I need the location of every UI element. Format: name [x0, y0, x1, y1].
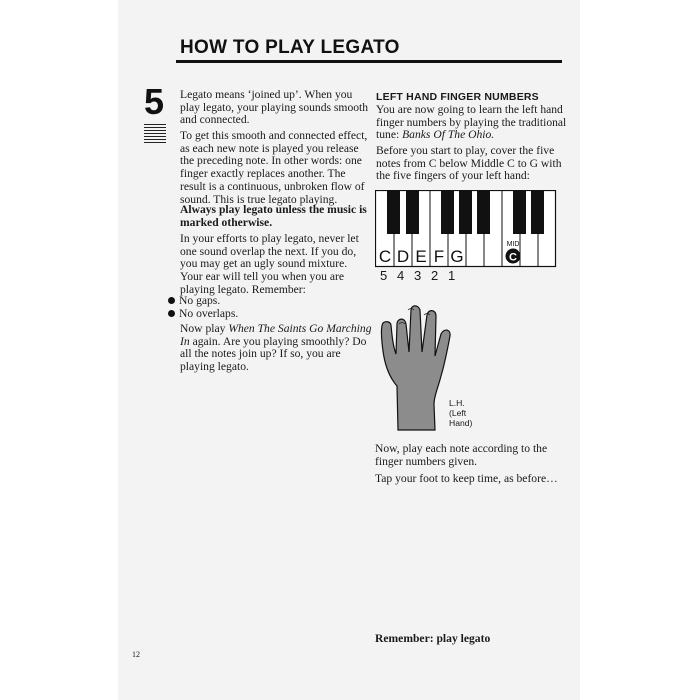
finger-numbers: [380, 268, 465, 283]
text-line: play legato, your playing sounds smooth: [180, 100, 369, 114]
black-key: [531, 190, 544, 234]
text-span: tune:: [376, 128, 403, 142]
paragraph-no-overlap: [180, 233, 359, 297]
page-number: 12: [132, 650, 140, 659]
black-key: [459, 190, 472, 234]
black-key: [441, 190, 454, 234]
paragraph-smooth-effect: [180, 130, 367, 206]
paragraph-intro: [376, 104, 566, 142]
text-line: You are now going to learn the left hand: [376, 103, 563, 116]
tune-title: Banks Of The Ohio.: [402, 128, 495, 142]
text-line: the preceding note. In other words: one: [180, 154, 362, 168]
middle-c-label: MID: [506, 241, 520, 248]
text-line: one sound overlap the next. If you do,: [180, 244, 357, 258]
text-line: Now, play each note according to the: [375, 442, 548, 455]
paragraph-before-start: [376, 145, 562, 183]
text-line: the five fingers of your left hand:: [376, 169, 530, 183]
black-key: [477, 190, 490, 234]
middle-c-letter: C: [509, 251, 517, 264]
text-line: and connected.: [180, 113, 250, 127]
text-line: Always play legato unless the music is: [180, 203, 367, 216]
step-number-lines: [144, 124, 166, 145]
key-letter-f: F: [433, 247, 445, 266]
page-title: HOW TO PLAY LEGATO: [180, 37, 400, 58]
key-letter-g: G: [450, 247, 464, 266]
text-line: In your efforts to play legato, never let: [180, 232, 359, 245]
finger-number: 1: [448, 268, 456, 283]
text-line: Before you start to play, cover the five: [376, 144, 555, 157]
section-heading: LEFT HAND FINGER NUMBERS: [376, 91, 539, 103]
left-hand-label: [449, 398, 472, 428]
text-line: [376, 129, 566, 142]
finger-number: 2: [431, 268, 439, 283]
bullet-dot-icon: [168, 297, 175, 304]
paragraph-play-each-note: [375, 443, 547, 468]
piano-keyboard: [375, 190, 557, 270]
bullet-dot-icon: [168, 310, 175, 317]
black-key: [387, 190, 400, 234]
black-key: [406, 190, 419, 234]
label-line: (Left: [449, 408, 467, 418]
text-line: playing legato. Remember:: [180, 282, 306, 296]
text-span: Now play: [180, 322, 229, 335]
text-span: again. Are you playing smoothly? Do: [189, 334, 367, 348]
finger-number: 3: [414, 268, 422, 283]
text-line: To get this smooth and connected effect,: [180, 129, 368, 142]
finger-number: 4: [397, 268, 405, 283]
bullet-text: No gaps.: [179, 294, 221, 307]
bullet-no-gaps: [168, 295, 220, 308]
text-line: Legato means ‘joined up’. When you: [180, 88, 353, 101]
text-line: result is a continuous, unbroken flow of: [180, 179, 365, 193]
step-number: 5: [144, 81, 165, 122]
text-line: Your ear will tell you when you are: [180, 270, 344, 284]
paragraph-legato-meaning: [180, 89, 368, 127]
bullet-no-overlaps: [168, 308, 238, 321]
title-rule: [176, 60, 562, 63]
text-line: marked otherwise.: [180, 215, 273, 229]
bullet-text: No overlaps.: [179, 307, 239, 320]
label-line: L.H.: [449, 398, 465, 408]
text-line: Tap your foot to keep time, as before…: [375, 472, 558, 485]
text-line: notes from C below Middle C to G with: [376, 156, 562, 170]
text-line: as each new note is played you release: [180, 141, 359, 155]
finger-number: 5: [380, 268, 388, 283]
footer-reminder: Remember: play legato: [375, 632, 491, 645]
text-line: you may get an ugly sound mixture.: [180, 257, 348, 271]
key-letter-e: E: [415, 247, 427, 266]
label-line: Hand): [449, 418, 473, 428]
key-letter-d: D: [396, 247, 410, 266]
text-line: all the notes join up? If so, you are: [180, 347, 341, 361]
text-line: playing legato.: [180, 360, 249, 374]
text-line: finger numbers given.: [375, 454, 478, 468]
text-line: finger exactly replaces another. The: [180, 167, 346, 181]
paragraph-always-legato: [180, 204, 367, 229]
paragraph-tap-foot: [375, 473, 558, 486]
tune-title: When The Saints Go Marching: [228, 322, 372, 335]
text-line: sound. This is true legato playing.: [180, 192, 338, 206]
left-hand-icon: [382, 306, 451, 430]
text-line: finger numbers by playing the traditional: [376, 115, 567, 129]
paragraph-play-saints: [180, 323, 372, 374]
black-key: [513, 190, 526, 234]
key-letter-c: C: [378, 247, 392, 266]
tune-title: In: [180, 334, 190, 348]
